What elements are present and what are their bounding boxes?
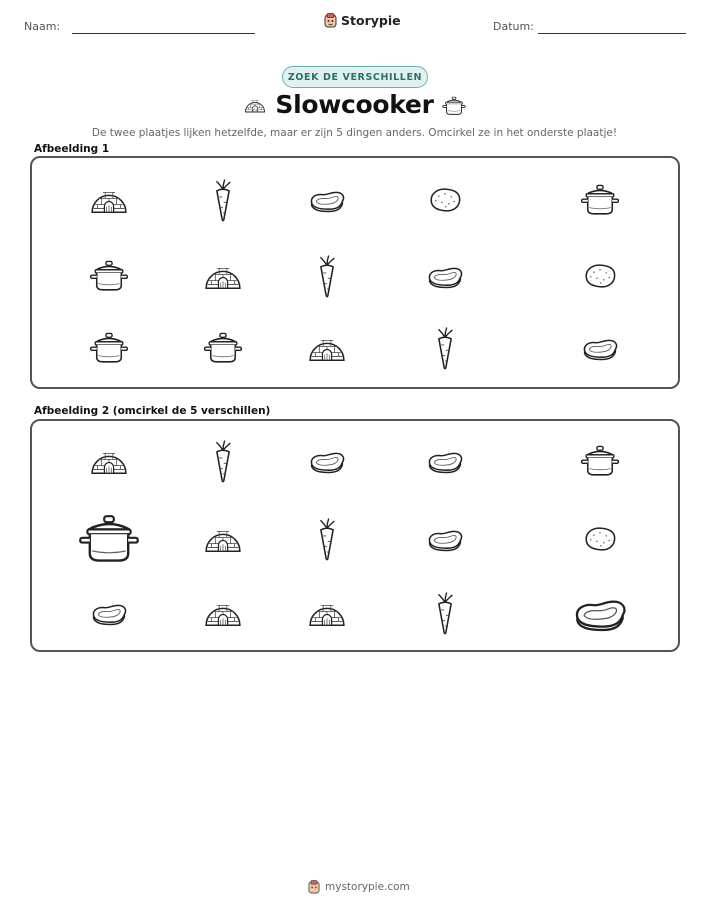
footer-url: mystorypie.com bbox=[325, 881, 410, 893]
storypie-logo bbox=[324, 13, 401, 28]
carrot-icon[interactable] bbox=[200, 438, 246, 484]
pot-icon[interactable] bbox=[577, 438, 623, 484]
carrot-icon bbox=[422, 325, 468, 371]
date-label: Datum: bbox=[493, 20, 534, 33]
picture2-panel[interactable] bbox=[30, 419, 680, 652]
steak-icon bbox=[422, 253, 468, 299]
picture1-panel bbox=[30, 156, 680, 389]
steak-icon[interactable] bbox=[422, 438, 468, 484]
carrot-icon[interactable] bbox=[304, 516, 350, 562]
footer bbox=[308, 880, 410, 894]
igloo-icon bbox=[200, 253, 246, 299]
igloo-icon[interactable] bbox=[200, 516, 246, 562]
igloo-icon[interactable] bbox=[86, 438, 132, 484]
steak-icon[interactable] bbox=[304, 438, 350, 484]
carrot-icon bbox=[304, 253, 350, 299]
igloo-icon bbox=[304, 325, 350, 371]
carrot-icon[interactable] bbox=[422, 590, 468, 636]
storypie-mascot-icon bbox=[324, 13, 337, 28]
potato-icon bbox=[422, 177, 468, 223]
name-line[interactable] bbox=[72, 33, 255, 34]
brand-name: Storypie bbox=[341, 13, 401, 28]
steak-icon[interactable] bbox=[86, 590, 132, 636]
pot-icon bbox=[437, 92, 471, 120]
igloo-icon[interactable] bbox=[200, 590, 246, 636]
picture2-label: Afbeelding 2 (omcirkel de 5 verschillen) bbox=[34, 405, 271, 417]
pot-icon bbox=[86, 325, 132, 371]
steak-icon[interactable] bbox=[566, 579, 634, 647]
pot-icon bbox=[577, 177, 623, 223]
instructions: De twee plaatjes lijken hetzelfde, maar er zijn 5 dingen anders. Omcirkel ze in het onderste plaatje! bbox=[91, 127, 618, 139]
potato-icon[interactable] bbox=[577, 516, 623, 562]
igloo-icon[interactable] bbox=[304, 590, 350, 636]
potato-icon bbox=[577, 253, 623, 299]
steak-icon[interactable] bbox=[422, 516, 468, 562]
name-label: Naam: bbox=[24, 20, 61, 33]
page-title: Slowcooker bbox=[275, 90, 434, 119]
date-line[interactable] bbox=[538, 33, 686, 34]
carrot-icon bbox=[200, 177, 246, 223]
steak-icon bbox=[577, 325, 623, 371]
pot-icon bbox=[200, 325, 246, 371]
activity-badge: ZOEK DE VERSCHILLEN bbox=[282, 66, 428, 88]
pot-icon bbox=[86, 253, 132, 299]
pot-icon[interactable] bbox=[73, 503, 145, 575]
steak-icon bbox=[304, 177, 350, 223]
picture1-label: Afbeelding 1 bbox=[34, 143, 110, 155]
igloo-icon bbox=[86, 177, 132, 223]
storypie-mascot-icon bbox=[308, 880, 320, 894]
